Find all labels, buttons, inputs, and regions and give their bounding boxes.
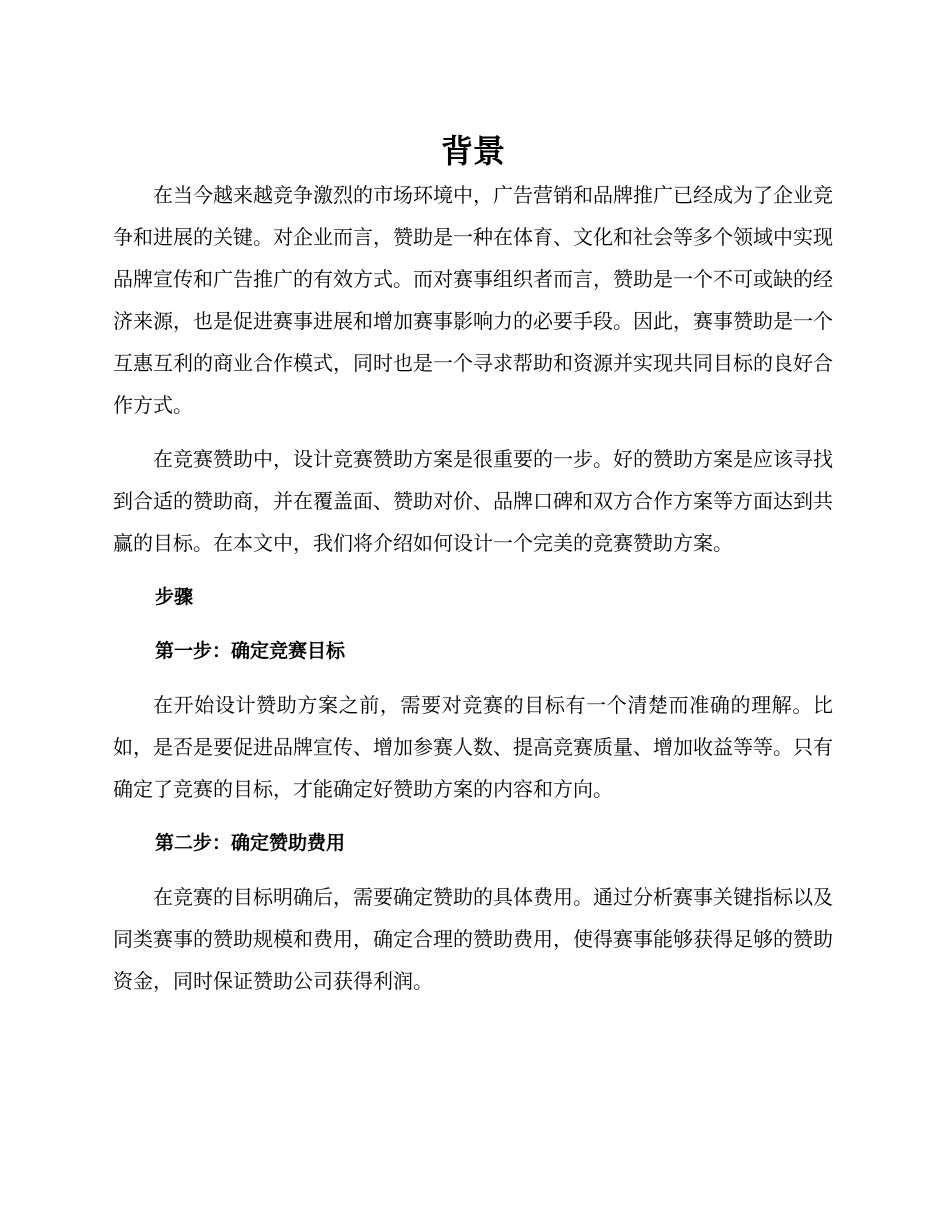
- step-1-heading: 第一步：确定竞赛目标: [155, 640, 346, 662]
- step-1-paragraph: 在开始设计赞助方案之前，需要对竞赛的目标有一个清楚而准确的理解。比如，是否是要促进品牌宣传、增加参赛人数、提高竞赛质量、增加收益等等。只有确定了竞赛的目标，才能确定好赞助方案的内容和方向。: [113, 693, 833, 801]
- step-2-paragraph: 在竞赛的目标明确后，需要确定赞助的具体费用。通过分析赛事关键指标以及同类赛事的赞助规模和费用，确定合理的赞助费用，使得赛事能够获得足够的赞助资金，同时保证赞助公司获得利润。: [113, 885, 833, 993]
- steps-heading: 步骤: [155, 586, 194, 608]
- step-2-heading: 第二步：确定赞助费用: [155, 832, 346, 854]
- background-paragraph-1: 在当今越来越竞争激烈的市场环境中，广告营销和品牌推广已经成为了企业竞争和进展的关键。对企业而言，赞助是一种在体育、文化和社会等多个领域中实现品牌宣传和广告推广的有效方式。而对赛事组织者而言，赞助是一个不可或缺的经济来源，也是促进赛事进展和增加赛事影响力的必要手段。因此，赛事赞助是一个互惠互利的商业合作模式，同时也是一个寻求帮助和资源并实现共同目标的良好合作方式。: [113, 183, 833, 417]
- background-paragraph-2: 在竞赛赞助中，设计竞赛赞助方案是很重要的一步。好的赞助方案是应该寻找到合适的赞助商，并在覆盖面、赞助对价、品牌口碑和双方合作方案等方面达到共赢的目标。在本文中，我们将介绍如何设计一个完美的竞赛赞助方案。: [113, 447, 833, 555]
- document-body: [113, 128, 833, 1002]
- page-title: 背景: [440, 132, 505, 170]
